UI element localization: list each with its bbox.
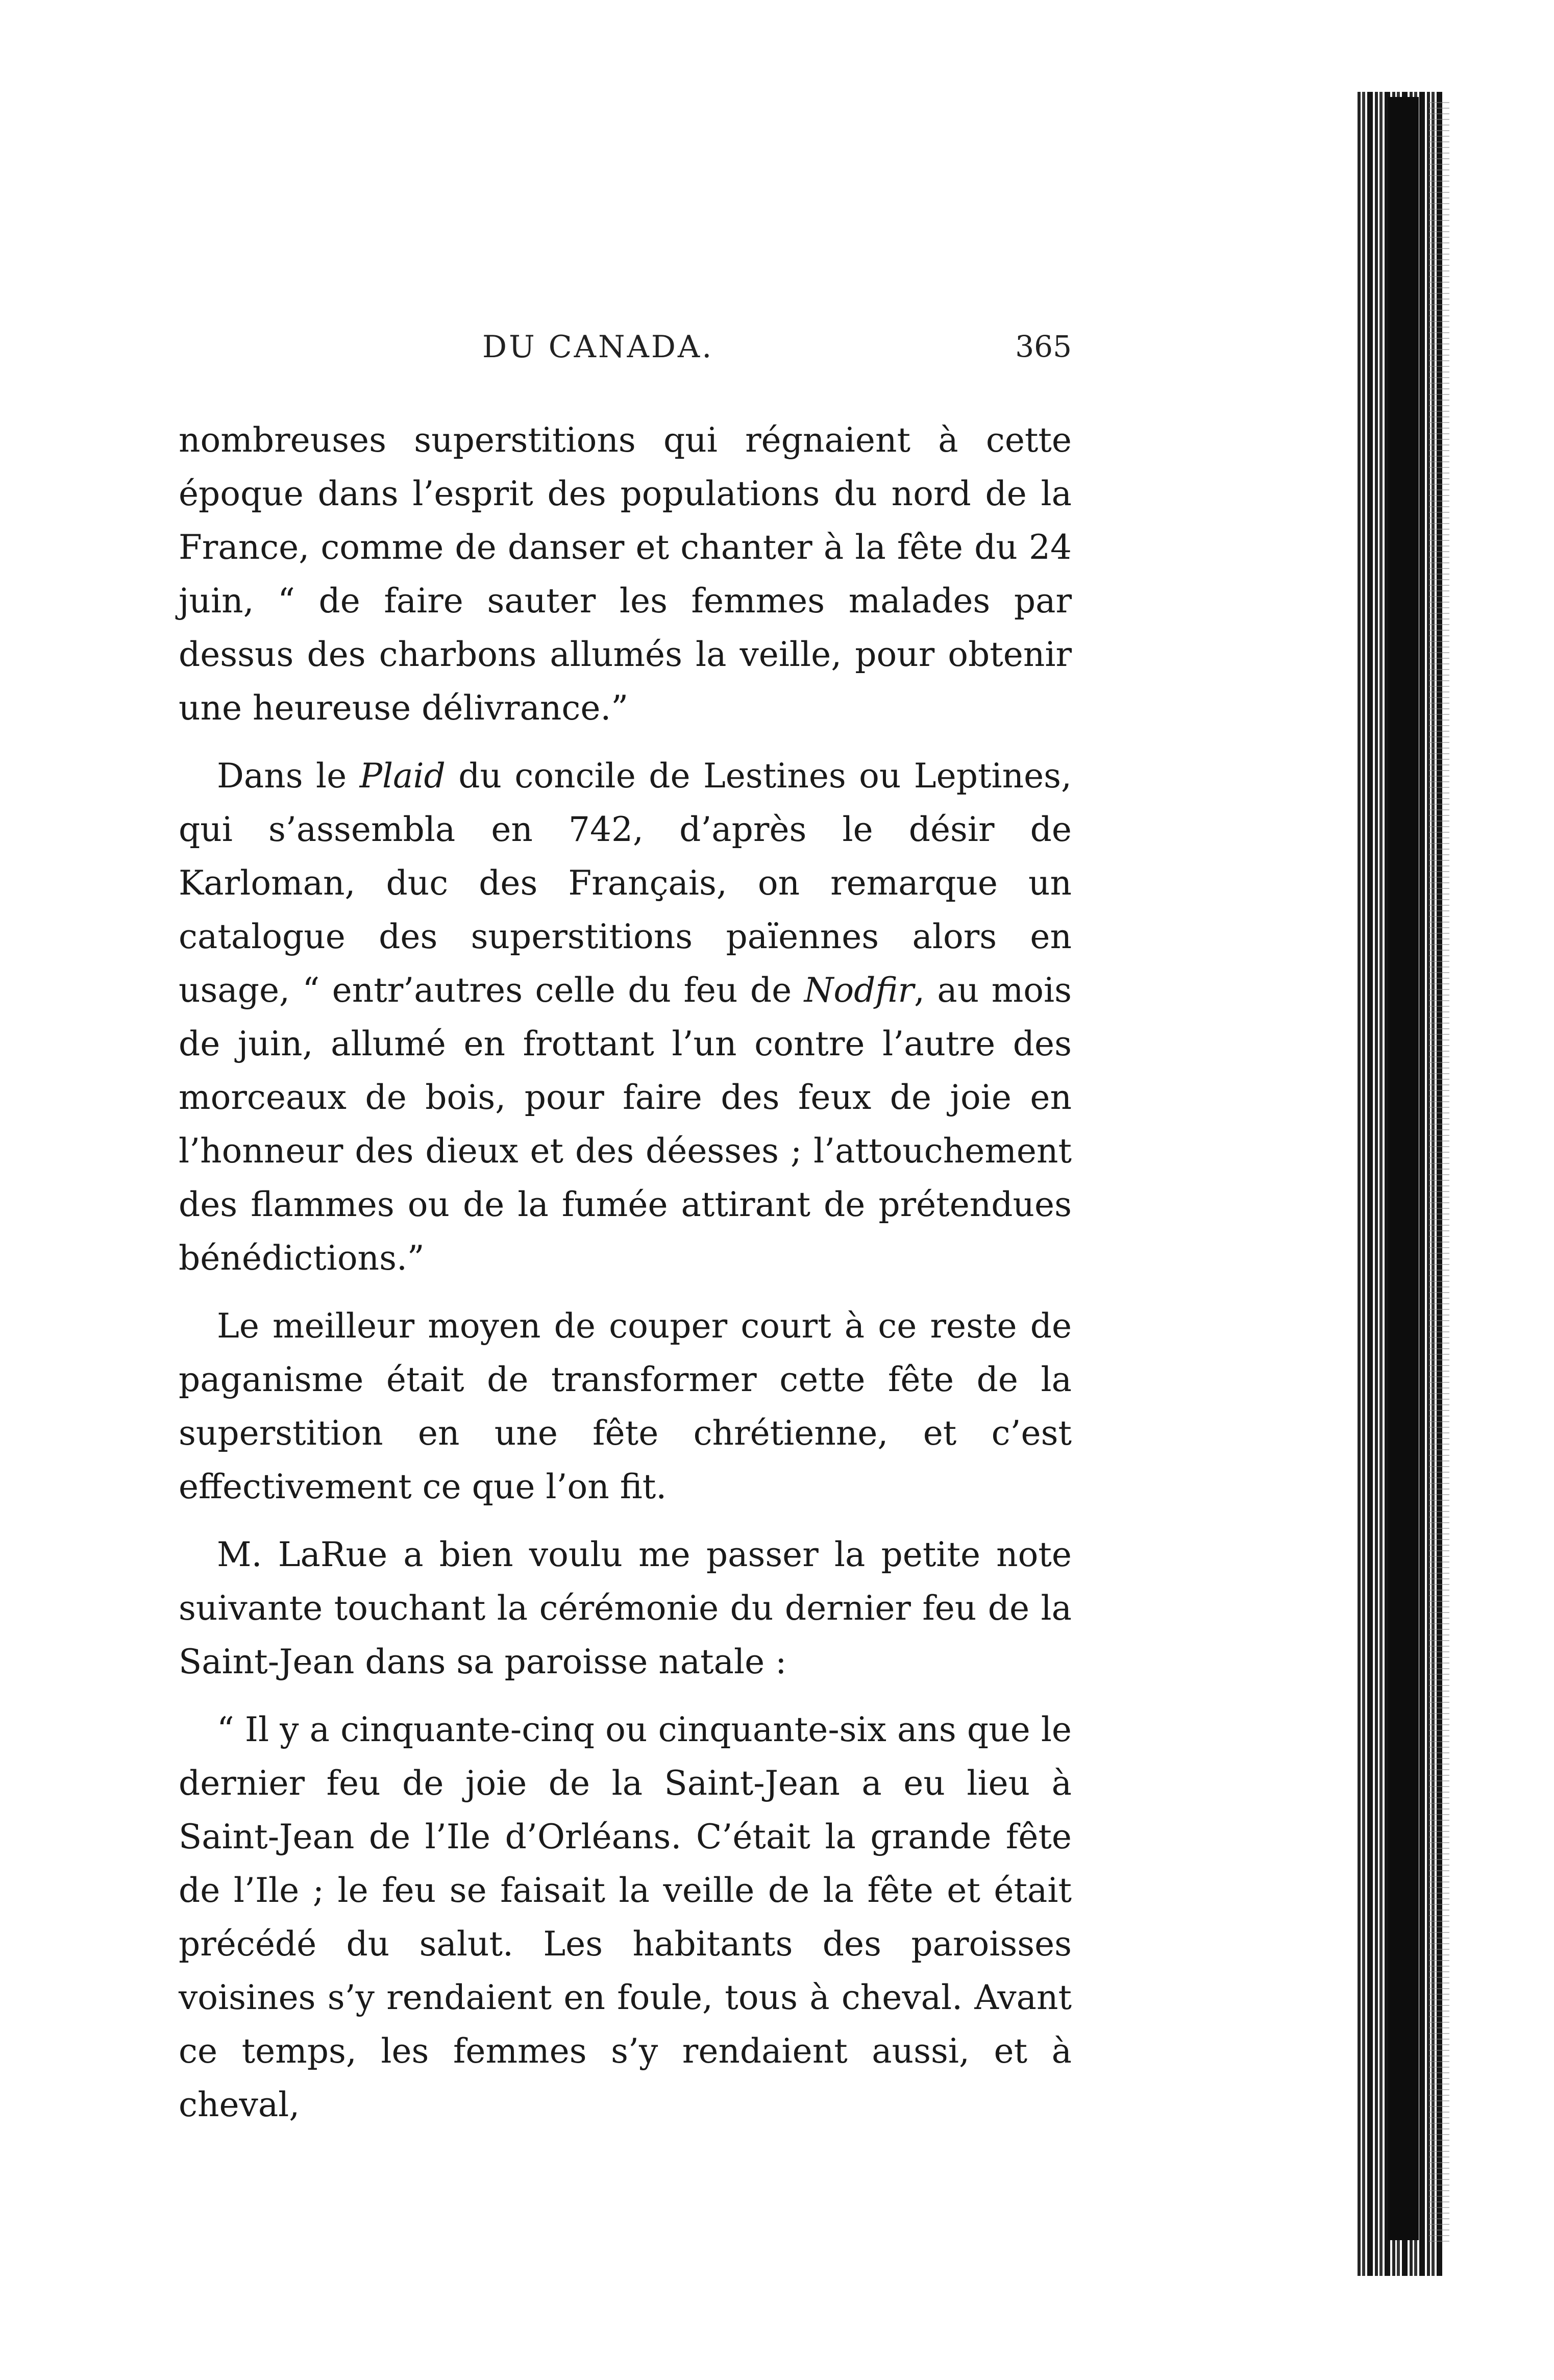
paragraph-text: nombreuses superstitions qui régnaient à cette époque dans l’esprit des populations du nord de la France, comme de danser et chanter à la fête du 24 juin, “ de faire sauter les femmes malades par dessus des charbons allumés la veille, pour obtenir une heureuse délivrance.”: [179, 420, 1072, 728]
paragraph-text-segment: Dans le: [217, 756, 360, 796]
binding-speckle: [1429, 102, 1449, 2245]
paragraph-quotation: [179, 1703, 1072, 2131]
paragraph-text: M. LaRue a bien voulu me passer la petite note suivante touchant la cérémonie du dernier feu de la Saint-Jean dans sa paroisse natale :: [179, 1535, 1072, 1681]
italic-term-nodfir: Nodfir: [804, 971, 914, 1010]
book-binding-shadow: [1388, 97, 1419, 2240]
italic-term-plaid: Plaid: [359, 756, 446, 796]
paragraph-paganisme: [179, 1299, 1072, 1514]
paragraph-plaid-concile: [179, 749, 1072, 1285]
paragraph-text: “ Il y a cinquante-cinq ou cinquante-six ans que le dernier feu de joie de la Saint-Jean a eu lieu à Saint-Jean de l’Ile d’Orléans. C’était la grande fête de l’Ile ; le feu se faisait la veille de la fête et était précédé du salut. Les habitants des paroisses voisines s’y rendaient en foule, tous à cheval. Avant ce temps, les femmes s’y rendaient aussi, et à cheval,: [179, 1710, 1072, 2124]
running-title: DU CANADA.: [482, 329, 714, 365]
running-head: [179, 329, 1072, 380]
paragraph-larue-note: [179, 1528, 1072, 1689]
page-number: 365: [1015, 329, 1072, 364]
paragraph-text-segment: du concile de Lestines ou Leptines, qui s’assembla en 742, d’après le désir de Karloman, duc des Français, on remarque un catalogue des superstitions païennes alors en usage, “ entr’autres celle du feu de: [179, 756, 1072, 1010]
paragraph-text: Le meilleur moyen de couper court à ce reste de paganisme était de transformer cette fête de la superstition en une fête chrétienne, et c’est effectivement ce que l’on fit.: [179, 1306, 1072, 1506]
body-text: [179, 413, 1072, 2146]
paragraph-text-segment: , au mois de juin, allumé en frottant l’un contre l’autre des morceaux de bois, pour faire des feux de joie en l’honneur des dieux et des déesses ; l’attouchement des flammes ou de la fumée attirant de prétendues bénédictions.”: [179, 971, 1072, 1278]
paragraph-continuation: [179, 413, 1072, 735]
